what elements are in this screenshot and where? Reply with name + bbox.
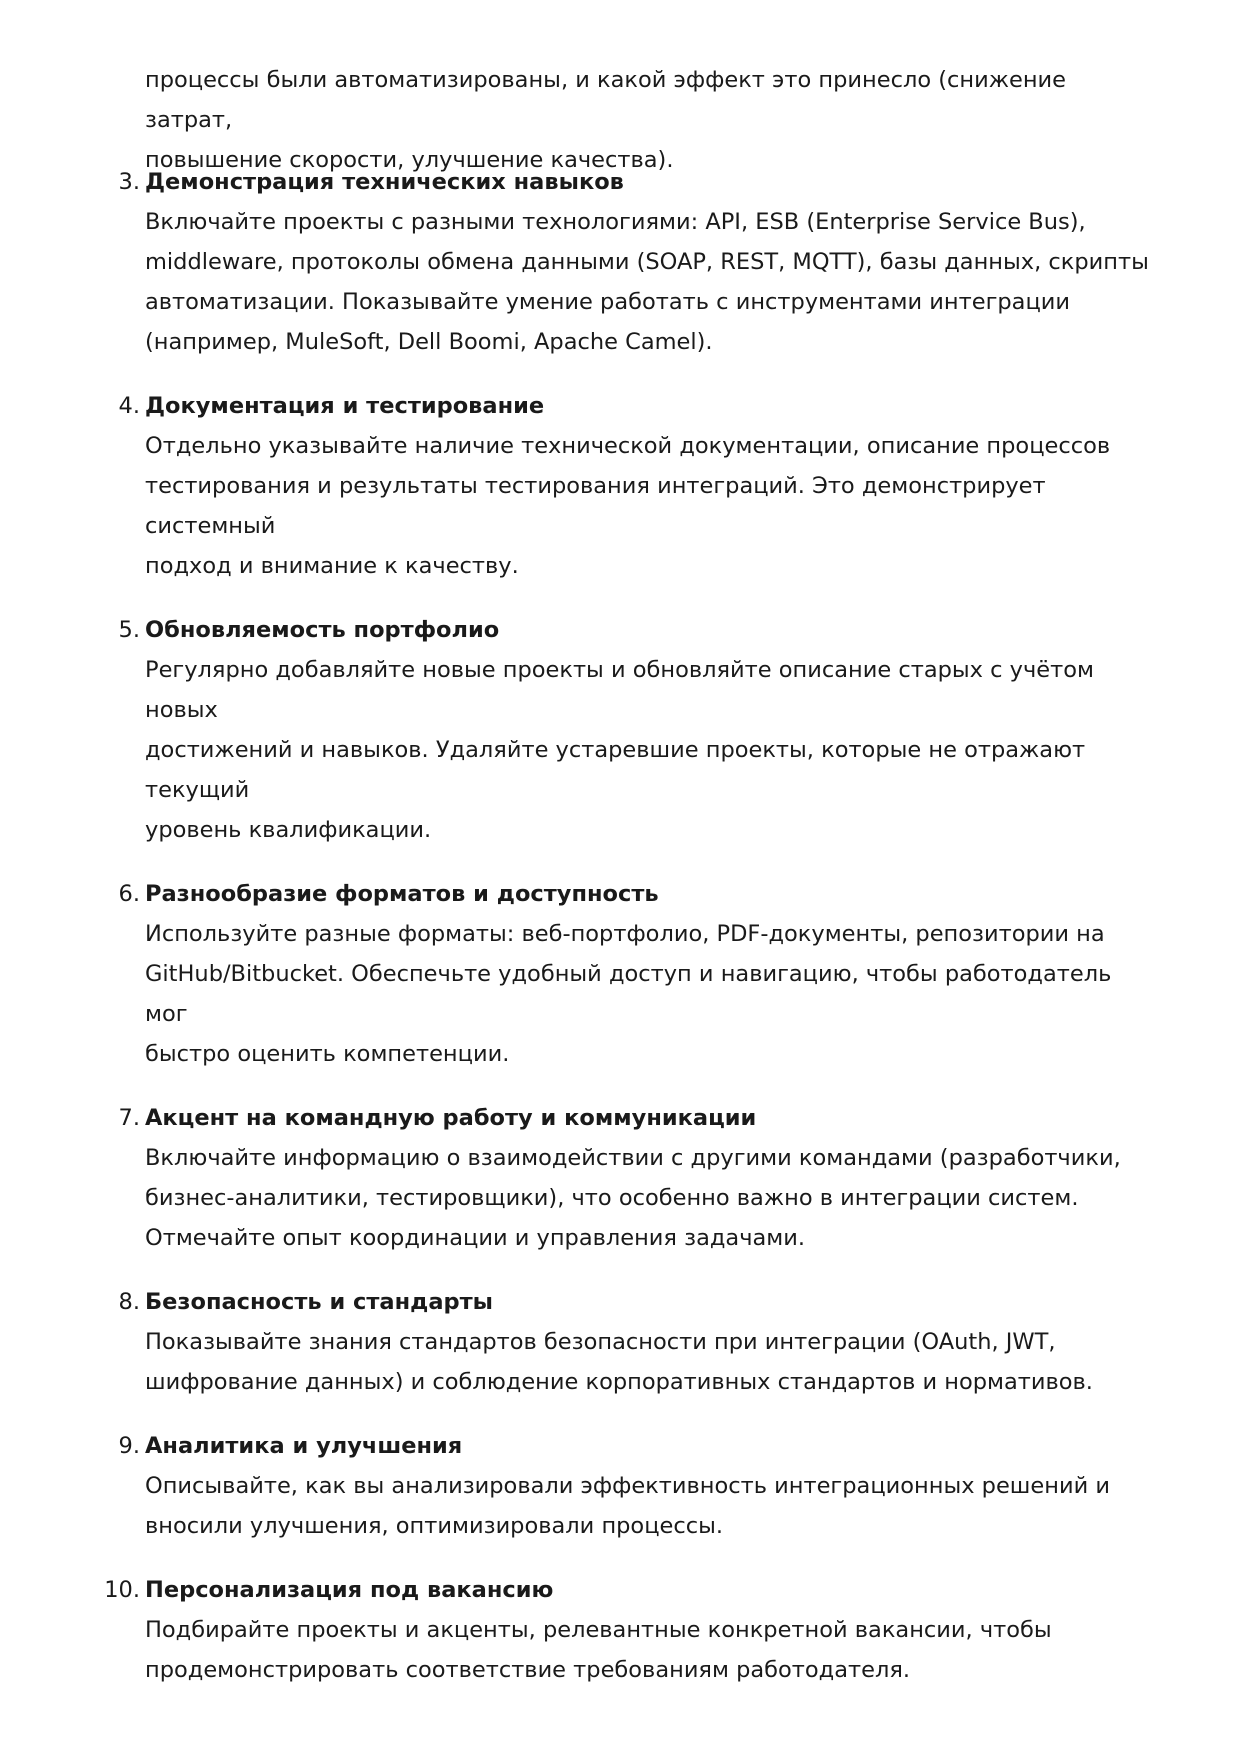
desc-line: Отдельно указывайте наличие технической документации, описание процессов [145, 433, 1111, 459]
list-item [0, 1098, 1239, 1258]
item-number: 9. [118, 1433, 140, 1459]
desc-line: автоматизации. Показывайте умение работать с инструментами интеграции [145, 289, 1071, 315]
desc-line: достижений и навыков. Удаляйте устаревшие проекты, которые не отражают текущий [145, 737, 1086, 803]
desc-line: бизнес-аналитики, тестировщики), что особенно важно в интеграции систем. [145, 1185, 1079, 1211]
item-number: 3. [118, 169, 140, 195]
desc-line: Включайте информацию о взаимодействии с другими командами (разработчики, [145, 1145, 1121, 1171]
item-description [145, 650, 1155, 850]
item-description [145, 202, 1155, 362]
item-description [145, 914, 1155, 1074]
item-title: Документация и тестирование [145, 393, 545, 419]
desc-line: (например, MuleSoft, Dell Boomi, Apache Camel). [145, 329, 713, 355]
list-item [0, 162, 1239, 362]
desc-line: Показывайте знания стандартов безопасности при интеграции (OAuth, JWT, [145, 1329, 1056, 1355]
item-description [145, 1610, 1155, 1690]
item-title: Демонстрация технических навыков [145, 169, 624, 195]
list-item [0, 1426, 1239, 1546]
desc-line: вносили улучшения, оптимизировали процессы. [145, 1513, 724, 1539]
desc-line: GitHub/Bitbucket. Обеспечьте удобный доступ и навигацию, чтобы работодатель мог [145, 961, 1112, 1027]
list-item [0, 874, 1239, 1074]
desc-line: подход и внимание к качеству. [145, 553, 519, 579]
desc-line: Включайте проекты с разными технологиями: API, ESB (Enterprise Service Bus), [145, 209, 1086, 235]
item-number: 5. [118, 617, 140, 643]
item-title: Безопасность и стандарты [145, 1289, 494, 1315]
desc-line: Подбирайте проекты и акценты, релевантные конкретной вакансии, чтобы [145, 1617, 1052, 1643]
desc-line: Регулярно добавляйте новые проекты и обновляйте описание старых с учётом новых [145, 657, 1094, 723]
item-number: 8. [118, 1289, 140, 1315]
item-number: 4. [118, 393, 140, 419]
item-description [145, 1322, 1155, 1402]
item-number: 6. [118, 881, 140, 907]
desc-line: тестирования и результаты тестирования интеграций. Это демонстрирует системный [145, 473, 1046, 539]
list-item [0, 1570, 1239, 1690]
recommendations-list [0, 162, 1239, 1714]
item-description [145, 426, 1155, 586]
item-title: Персонализация под вакансию [145, 1577, 554, 1603]
desc-line: middleware, протоколы обмена данными (SOAP, REST, MQTT), базы данных, скрипты [145, 249, 1149, 275]
item-number: 10. [104, 1577, 140, 1603]
desc-line: Используйте разные форматы: веб-портфолио, PDF-документы, репозитории на [145, 921, 1105, 947]
desc-line: Описывайте, как вы анализировали эффективность интеграционных решений и [145, 1473, 1110, 1499]
desc-line: шифрование данных) и соблюдение корпоративных стандартов и нормативов. [145, 1369, 1093, 1395]
desc-line: быстро оценить компетенции. [145, 1041, 510, 1067]
item-title: Аналитика и улучшения [145, 1433, 463, 1459]
intro-line-2: повышение скорости, улучшение качества). [145, 147, 674, 173]
list-item [0, 610, 1239, 850]
list-item [0, 1282, 1239, 1402]
item-title: Разнообразие форматов и доступность [145, 881, 659, 907]
item-number: 7. [118, 1105, 140, 1131]
desc-line: уровень квалификации. [145, 817, 432, 843]
item-description [145, 1138, 1155, 1258]
intro-line-1: процессы были автоматизированы, и какой эффект это принесло (снижение затрат, [145, 67, 1067, 133]
desc-line: продемонстрировать соответствие требованиям работодателя. [145, 1657, 911, 1683]
item-title: Акцент на командную работу и коммуникации [145, 1105, 757, 1131]
item-title: Обновляемость портфолио [145, 617, 500, 643]
list-item [0, 386, 1239, 586]
item-description [145, 1466, 1155, 1546]
desc-line: Отмечайте опыт координации и управления задачами. [145, 1225, 806, 1251]
